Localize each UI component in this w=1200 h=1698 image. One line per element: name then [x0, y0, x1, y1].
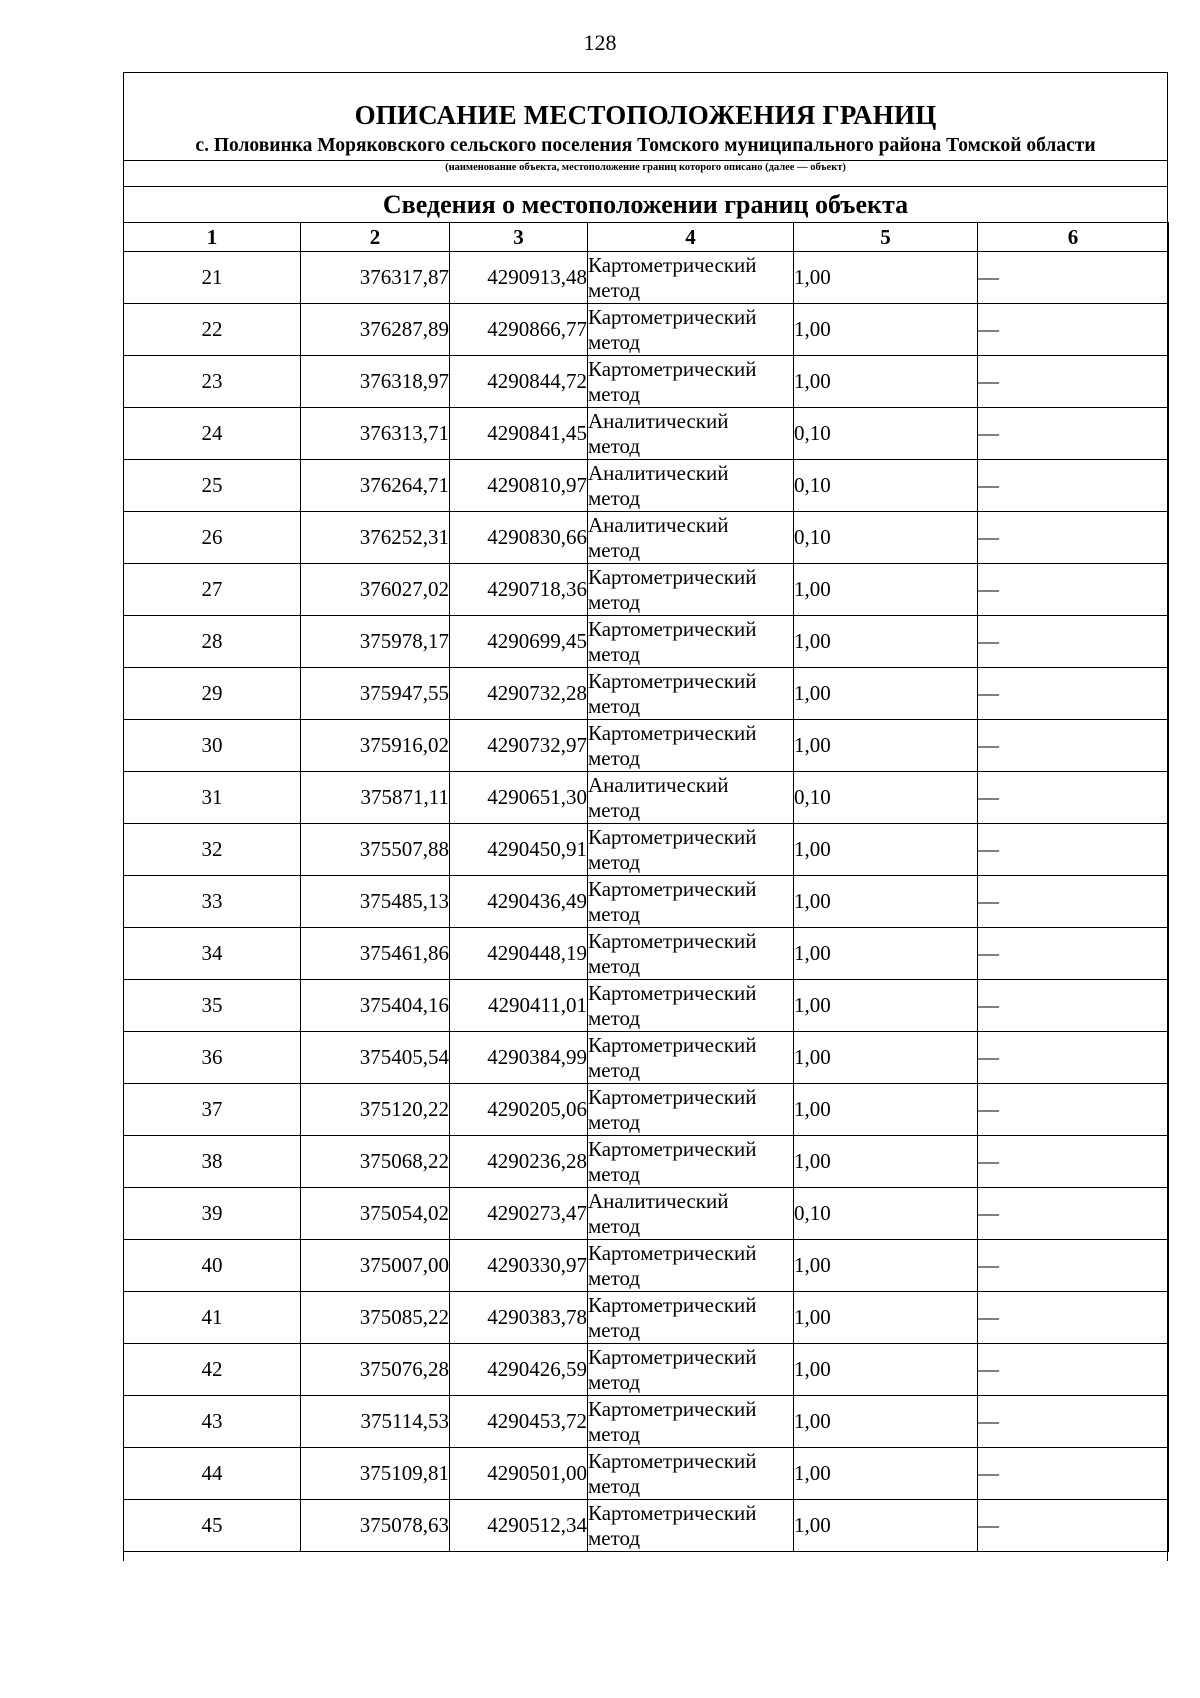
column-header: 2	[301, 223, 450, 252]
accuracy-value: 0,10	[794, 772, 978, 824]
accuracy-value: 1,00	[794, 1136, 978, 1188]
description-value: —	[978, 928, 1169, 980]
point-number: 38	[124, 1136, 301, 1188]
point-number: 37	[124, 1084, 301, 1136]
method-line-1: Аналитический	[588, 460, 729, 485]
coordinate-x: 375085,22	[301, 1292, 450, 1344]
description-value: —	[978, 512, 1169, 564]
table-row	[124, 304, 1169, 356]
document-note: (наименование объекта, местоположение границ которого описано (далее — объект)	[445, 162, 846, 173]
table-row	[124, 1396, 1169, 1448]
method-cell	[588, 408, 794, 460]
method-cell	[588, 1084, 794, 1136]
coordinate-y: 4290450,91	[450, 824, 588, 876]
column-header: 6	[978, 223, 1169, 252]
description-value: —	[978, 668, 1169, 720]
method-cell	[588, 1188, 794, 1240]
coordinate-y: 4290383,78	[450, 1292, 588, 1344]
method-cell	[588, 772, 794, 824]
method-line-2: метод	[588, 1057, 641, 1082]
accuracy-value: 1,00	[794, 1084, 978, 1136]
method-line-2: метод	[588, 277, 641, 302]
coordinate-y: 4290236,28	[450, 1136, 588, 1188]
description-value: —	[978, 616, 1169, 668]
point-number: 30	[124, 720, 301, 772]
table-row	[124, 824, 1169, 876]
point-number: 24	[124, 408, 301, 460]
table-row	[124, 668, 1169, 720]
description-value: —	[978, 980, 1169, 1032]
method-line-2: метод	[588, 1473, 641, 1498]
description-value: —	[978, 1500, 1169, 1552]
method-line-1: Картометрический	[588, 824, 757, 849]
accuracy-value: 1,00	[794, 1344, 978, 1396]
description-value: —	[978, 304, 1169, 356]
coordinate-y: 4290841,45	[450, 408, 588, 460]
coordinate-x: 375109,81	[301, 1448, 450, 1500]
method-line-1: Картометрический	[588, 1136, 757, 1161]
method-cell	[588, 1292, 794, 1344]
page-number: 128	[583, 30, 617, 55]
coordinate-y: 4290913,48	[450, 252, 588, 304]
method-cell	[588, 720, 794, 772]
description-value: —	[978, 1292, 1169, 1344]
coordinate-x: 375461,86	[301, 928, 450, 980]
coordinate-y: 4290501,00	[450, 1448, 588, 1500]
method-line-2: метод	[588, 1525, 641, 1550]
table-row	[124, 460, 1169, 512]
method-line-1: Картометрический	[588, 1084, 757, 1109]
table-row	[124, 252, 1169, 304]
method-line-2: метод	[588, 1213, 641, 1238]
coordinate-x: 376264,71	[301, 460, 450, 512]
coordinate-y: 4290810,97	[450, 460, 588, 512]
accuracy-value: 1,00	[794, 1292, 978, 1344]
method-line-2: метод	[588, 953, 641, 978]
point-number: 21	[124, 252, 301, 304]
method-cell	[588, 564, 794, 616]
method-line-2: метод	[588, 1317, 641, 1342]
method-cell	[588, 512, 794, 564]
description-value: —	[978, 1084, 1169, 1136]
accuracy-value: 1,00	[794, 928, 978, 980]
method-cell	[588, 668, 794, 720]
divider	[123, 160, 1168, 161]
method-line-2: метод	[588, 901, 641, 926]
method-line-1: Аналитический	[588, 772, 729, 797]
table-row	[124, 356, 1169, 408]
accuracy-value: 1,00	[794, 876, 978, 928]
method-line-1: Картометрический	[588, 1292, 757, 1317]
method-line-1: Картометрический	[588, 876, 757, 901]
method-cell	[588, 1240, 794, 1292]
coordinate-x: 375404,16	[301, 980, 450, 1032]
point-number: 35	[124, 980, 301, 1032]
document-title: ОПИСАНИЕ МЕСТОПОЛОЖЕНИЯ ГРАНИЦ	[354, 100, 937, 130]
document-subtitle: с. Половинка Моряковского сельского поселения Томского муниципального района Томской области	[195, 135, 1096, 156]
description-value: —	[978, 408, 1169, 460]
method-line-2: метод	[588, 1109, 641, 1134]
method-line-2: метод	[588, 1369, 641, 1394]
method-line-1: Картометрический	[588, 616, 757, 641]
accuracy-value: 1,00	[794, 1448, 978, 1500]
accuracy-value: 1,00	[794, 824, 978, 876]
coordinate-x: 376287,89	[301, 304, 450, 356]
method-line-1: Аналитический	[588, 1188, 729, 1213]
method-line-2: метод	[588, 641, 641, 666]
accuracy-value: 1,00	[794, 720, 978, 772]
coordinate-x: 375076,28	[301, 1344, 450, 1396]
description-value: —	[978, 824, 1169, 876]
point-number: 42	[124, 1344, 301, 1396]
method-cell	[588, 1500, 794, 1552]
coordinate-x: 376317,87	[301, 252, 450, 304]
coordinate-y: 4290436,49	[450, 876, 588, 928]
method-cell	[588, 304, 794, 356]
method-cell	[588, 252, 794, 304]
table-row	[124, 408, 1169, 460]
description-value: —	[978, 356, 1169, 408]
point-number: 45	[124, 1500, 301, 1552]
coordinate-y: 4290273,47	[450, 1188, 588, 1240]
table-row	[124, 1188, 1169, 1240]
method-cell	[588, 460, 794, 512]
coordinate-y: 4290866,77	[450, 304, 588, 356]
method-cell	[588, 1448, 794, 1500]
coordinate-y: 4290699,45	[450, 616, 588, 668]
coordinate-y: 4290830,66	[450, 512, 588, 564]
column-header: 3	[450, 223, 588, 252]
table-row	[124, 1032, 1169, 1084]
method-line-1: Картометрический	[588, 928, 757, 953]
method-cell	[588, 876, 794, 928]
method-line-1: Картометрический	[588, 1448, 757, 1473]
coordinate-x: 375871,11	[301, 772, 450, 824]
coordinate-x: 375007,00	[301, 1240, 450, 1292]
accuracy-value: 0,10	[794, 512, 978, 564]
method-line-1: Картометрический	[588, 564, 757, 589]
method-line-1: Картометрический	[588, 1344, 757, 1369]
table-row	[124, 1500, 1169, 1552]
description-value: —	[978, 1136, 1169, 1188]
coordinate-y: 4290384,99	[450, 1032, 588, 1084]
coordinate-y: 4290732,28	[450, 668, 588, 720]
description-value: —	[978, 720, 1169, 772]
coordinate-y: 4290718,36	[450, 564, 588, 616]
coordinate-y: 4290651,30	[450, 772, 588, 824]
method-line-1: Картометрический	[588, 720, 757, 745]
method-line-1: Картометрический	[588, 668, 757, 693]
point-number: 41	[124, 1292, 301, 1344]
coordinate-x: 375507,88	[301, 824, 450, 876]
point-number: 22	[124, 304, 301, 356]
method-line-1: Картометрический	[588, 1500, 757, 1525]
coordinate-y: 4290330,97	[450, 1240, 588, 1292]
coordinate-x: 375078,63	[301, 1500, 450, 1552]
accuracy-value: 0,10	[794, 460, 978, 512]
method-line-2: метод	[588, 1005, 641, 1030]
method-cell	[588, 1136, 794, 1188]
coordinate-x: 376252,31	[301, 512, 450, 564]
accuracy-value: 1,00	[794, 668, 978, 720]
description-value: —	[978, 564, 1169, 616]
coordinate-x: 375978,17	[301, 616, 450, 668]
description-value: —	[978, 460, 1169, 512]
coordinates-table	[123, 222, 1169, 1552]
point-number: 23	[124, 356, 301, 408]
method-line-2: метод	[588, 797, 641, 822]
table-row	[124, 1084, 1169, 1136]
method-line-1: Картометрический	[588, 252, 757, 277]
coordinate-x: 375916,02	[301, 720, 450, 772]
method-line-1: Картометрический	[588, 1032, 757, 1057]
coordinate-x: 375485,13	[301, 876, 450, 928]
method-cell	[588, 1032, 794, 1084]
coordinate-x: 375114,53	[301, 1396, 450, 1448]
description-value: —	[978, 1344, 1169, 1396]
table-row	[124, 1448, 1169, 1500]
point-number: 44	[124, 1448, 301, 1500]
method-line-2: метод	[588, 1265, 641, 1290]
column-header: 5	[794, 223, 978, 252]
point-number: 40	[124, 1240, 301, 1292]
accuracy-value: 1,00	[794, 1396, 978, 1448]
description-value: —	[978, 772, 1169, 824]
method-line-2: метод	[588, 745, 641, 770]
description-value: —	[978, 252, 1169, 304]
table-row	[124, 720, 1169, 772]
point-number: 33	[124, 876, 301, 928]
coordinate-y: 4290411,01	[450, 980, 588, 1032]
table-row	[124, 512, 1169, 564]
column-header: 4	[588, 223, 794, 252]
divider	[123, 186, 1168, 187]
coordinate-x: 375120,22	[301, 1084, 450, 1136]
description-value: —	[978, 1448, 1169, 1500]
description-value: —	[978, 1396, 1169, 1448]
method-line-2: метод	[588, 433, 641, 458]
point-number: 27	[124, 564, 301, 616]
point-number: 28	[124, 616, 301, 668]
description-value: —	[978, 876, 1169, 928]
accuracy-value: 1,00	[794, 1240, 978, 1292]
table-row	[124, 772, 1169, 824]
point-number: 34	[124, 928, 301, 980]
table-row	[124, 980, 1169, 1032]
point-number: 36	[124, 1032, 301, 1084]
accuracy-value: 1,00	[794, 980, 978, 1032]
accuracy-value: 1,00	[794, 252, 978, 304]
description-value: —	[978, 1032, 1169, 1084]
method-line-2: метод	[588, 849, 641, 874]
coordinate-x: 376027,02	[301, 564, 450, 616]
method-line-2: метод	[588, 329, 641, 354]
point-number: 39	[124, 1188, 301, 1240]
coordinate-y: 4290205,06	[450, 1084, 588, 1136]
table-row	[124, 564, 1169, 616]
method-line-1: Аналитический	[588, 408, 729, 433]
column-header: 1	[124, 223, 301, 252]
method-line-2: метод	[588, 381, 641, 406]
accuracy-value: 1,00	[794, 356, 978, 408]
coordinate-x: 375068,22	[301, 1136, 450, 1188]
accuracy-value: 1,00	[794, 1500, 978, 1552]
description-value: —	[978, 1240, 1169, 1292]
point-number: 26	[124, 512, 301, 564]
point-number: 32	[124, 824, 301, 876]
accuracy-value: 0,10	[794, 408, 978, 460]
coordinate-x: 375947,55	[301, 668, 450, 720]
point-number: 43	[124, 1396, 301, 1448]
coordinate-x: 375054,02	[301, 1188, 450, 1240]
table-row	[124, 928, 1169, 980]
method-cell	[588, 824, 794, 876]
table-row	[124, 1136, 1169, 1188]
accuracy-value: 1,00	[794, 564, 978, 616]
method-line-1: Картометрический	[588, 1396, 757, 1421]
coordinate-x: 376318,97	[301, 356, 450, 408]
method-line-2: метод	[588, 485, 641, 510]
method-line-1: Картометрический	[588, 356, 757, 381]
point-number: 31	[124, 772, 301, 824]
section-title: Сведения о местоположении границ объекта	[382, 190, 909, 219]
method-cell	[588, 1344, 794, 1396]
method-line-2: метод	[588, 589, 641, 614]
accuracy-value: 0,10	[794, 1188, 978, 1240]
point-number: 29	[124, 668, 301, 720]
accuracy-value: 1,00	[794, 304, 978, 356]
coordinate-y: 4290844,72	[450, 356, 588, 408]
table-header-row	[124, 223, 1169, 252]
table-body	[124, 252, 1169, 1552]
coordinate-y: 4290453,72	[450, 1396, 588, 1448]
table-row	[124, 876, 1169, 928]
method-line-2: метод	[588, 1421, 641, 1446]
method-line-2: метод	[588, 1161, 641, 1186]
method-cell	[588, 616, 794, 668]
method-cell	[588, 1396, 794, 1448]
method-cell	[588, 980, 794, 1032]
method-line-1: Картометрический	[588, 1240, 757, 1265]
table-row	[124, 1292, 1169, 1344]
method-line-2: метод	[588, 537, 641, 562]
accuracy-value: 1,00	[794, 1032, 978, 1084]
point-number: 25	[124, 460, 301, 512]
coordinate-y: 4290732,97	[450, 720, 588, 772]
accuracy-value: 1,00	[794, 616, 978, 668]
coordinate-x: 376313,71	[301, 408, 450, 460]
description-value: —	[978, 1188, 1169, 1240]
coordinate-x: 375405,54	[301, 1032, 450, 1084]
method-line-2: метод	[588, 693, 641, 718]
method-line-1: Картометрический	[588, 304, 757, 329]
table-row	[124, 616, 1169, 668]
coordinate-y: 4290426,59	[450, 1344, 588, 1396]
table-row	[124, 1240, 1169, 1292]
table-row	[124, 1344, 1169, 1396]
method-line-1: Картометрический	[588, 980, 757, 1005]
method-cell	[588, 356, 794, 408]
coordinate-y: 4290448,19	[450, 928, 588, 980]
method-line-1: Аналитический	[588, 512, 729, 537]
coordinate-y: 4290512,34	[450, 1500, 588, 1552]
method-cell	[588, 928, 794, 980]
